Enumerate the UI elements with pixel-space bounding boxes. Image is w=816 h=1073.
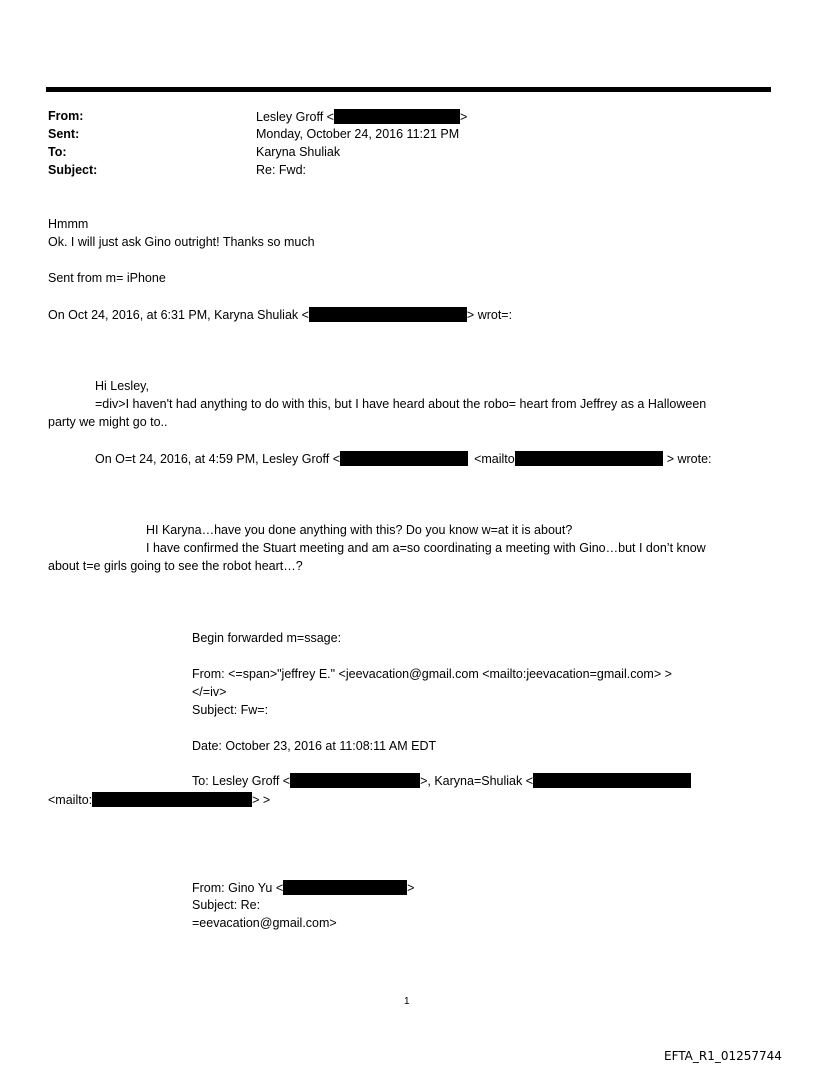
from-close: >	[459, 110, 468, 124]
redaction-box	[290, 773, 420, 788]
sent-label: Sent:	[48, 127, 80, 141]
greeting: Hi Lesley,	[95, 379, 149, 393]
redaction-box	[92, 792, 252, 807]
from-value	[256, 109, 467, 124]
from-label: From:	[48, 109, 84, 123]
body-paragraph-cont: party we might go to..	[48, 415, 168, 429]
gino-from-text: From: Gino Yu <	[192, 881, 284, 895]
gino-subject: Subject: Re:	[192, 898, 261, 912]
forward-mailto-text: <mailto:	[48, 793, 93, 807]
forward-mailto	[48, 792, 270, 807]
wrote-text: <mailto	[474, 452, 515, 466]
header-rule	[46, 87, 771, 92]
to-label: To:	[48, 145, 67, 159]
redaction-box	[334, 109, 460, 124]
forward-to-text: >, Karyna=Shuliak <	[420, 774, 534, 788]
greeting: HI Karyna…have you done anything with this? Do you know w=at it is about?	[146, 523, 573, 537]
gino-from	[192, 880, 414, 895]
document-id: EFTA_R1_01257744	[664, 1049, 782, 1063]
forward-to	[192, 773, 691, 788]
body-line: Sent from m= iPhone	[48, 271, 166, 285]
page-number: 1	[404, 996, 410, 1007]
body-paragraph-cont: about t=e girls going to see the robot heart…?	[48, 559, 303, 573]
body-paragraph: =div>I haven't had anything to do with this, but I have heard about the robo= heart from Jeffrey as a Halloween	[95, 397, 707, 411]
forward-to-text: To: Lesley Groff <	[192, 774, 291, 788]
subject-label: Subject:	[48, 163, 98, 177]
to-value: Karyna Shuliak	[256, 145, 341, 159]
from-name: Lesley Groff <	[256, 110, 334, 124]
forward-line: </=iv>	[192, 685, 227, 699]
redaction-box	[515, 451, 663, 466]
body-line: Hmmm	[48, 217, 89, 231]
wrote-text: On Oct 24, 2016, at 6:31 PM, Karyna Shuliak <	[48, 308, 309, 322]
gino-email: =eevacation@gmail.com>	[192, 916, 337, 930]
forward-date: Date: October 23, 2016 at 11:08:11 AM EDT	[192, 739, 437, 753]
wrote-text: > wrot=:	[466, 308, 513, 322]
wrote-line-1	[48, 307, 512, 322]
wrote-line-2	[95, 451, 712, 466]
forward-subject: Subject: Fw=:	[192, 703, 269, 717]
redaction-box	[533, 773, 691, 788]
body-paragraph: I have confirmed the Stuart meeting and am a=so coordinating a meeting with Gino…but I don’t know	[146, 541, 706, 555]
redaction-box	[283, 880, 407, 895]
wrote-text: On O=t 24, 2016, at 4:59 PM, Lesley Groff <	[95, 452, 341, 466]
sent-value: Monday, October 24, 2016 11:21 PM	[256, 127, 460, 141]
forward-mailto-text: > >	[252, 793, 271, 807]
redaction-box	[309, 307, 467, 322]
forward-heading: Begin forwarded m=ssage:	[192, 631, 342, 645]
redaction-box	[340, 451, 468, 466]
gino-from-text: >	[407, 881, 415, 895]
body-line: Ok. I will just ask Gino outright! Thanks so much	[48, 235, 315, 249]
forward-from: From: <=span>"jeffrey E." <jeevacation@gmail.com <mailto:jeevacation=gmail.com> >	[192, 667, 672, 681]
wrote-text: > wrote:	[666, 452, 712, 466]
subject-value: Re: Fwd:	[256, 163, 307, 177]
